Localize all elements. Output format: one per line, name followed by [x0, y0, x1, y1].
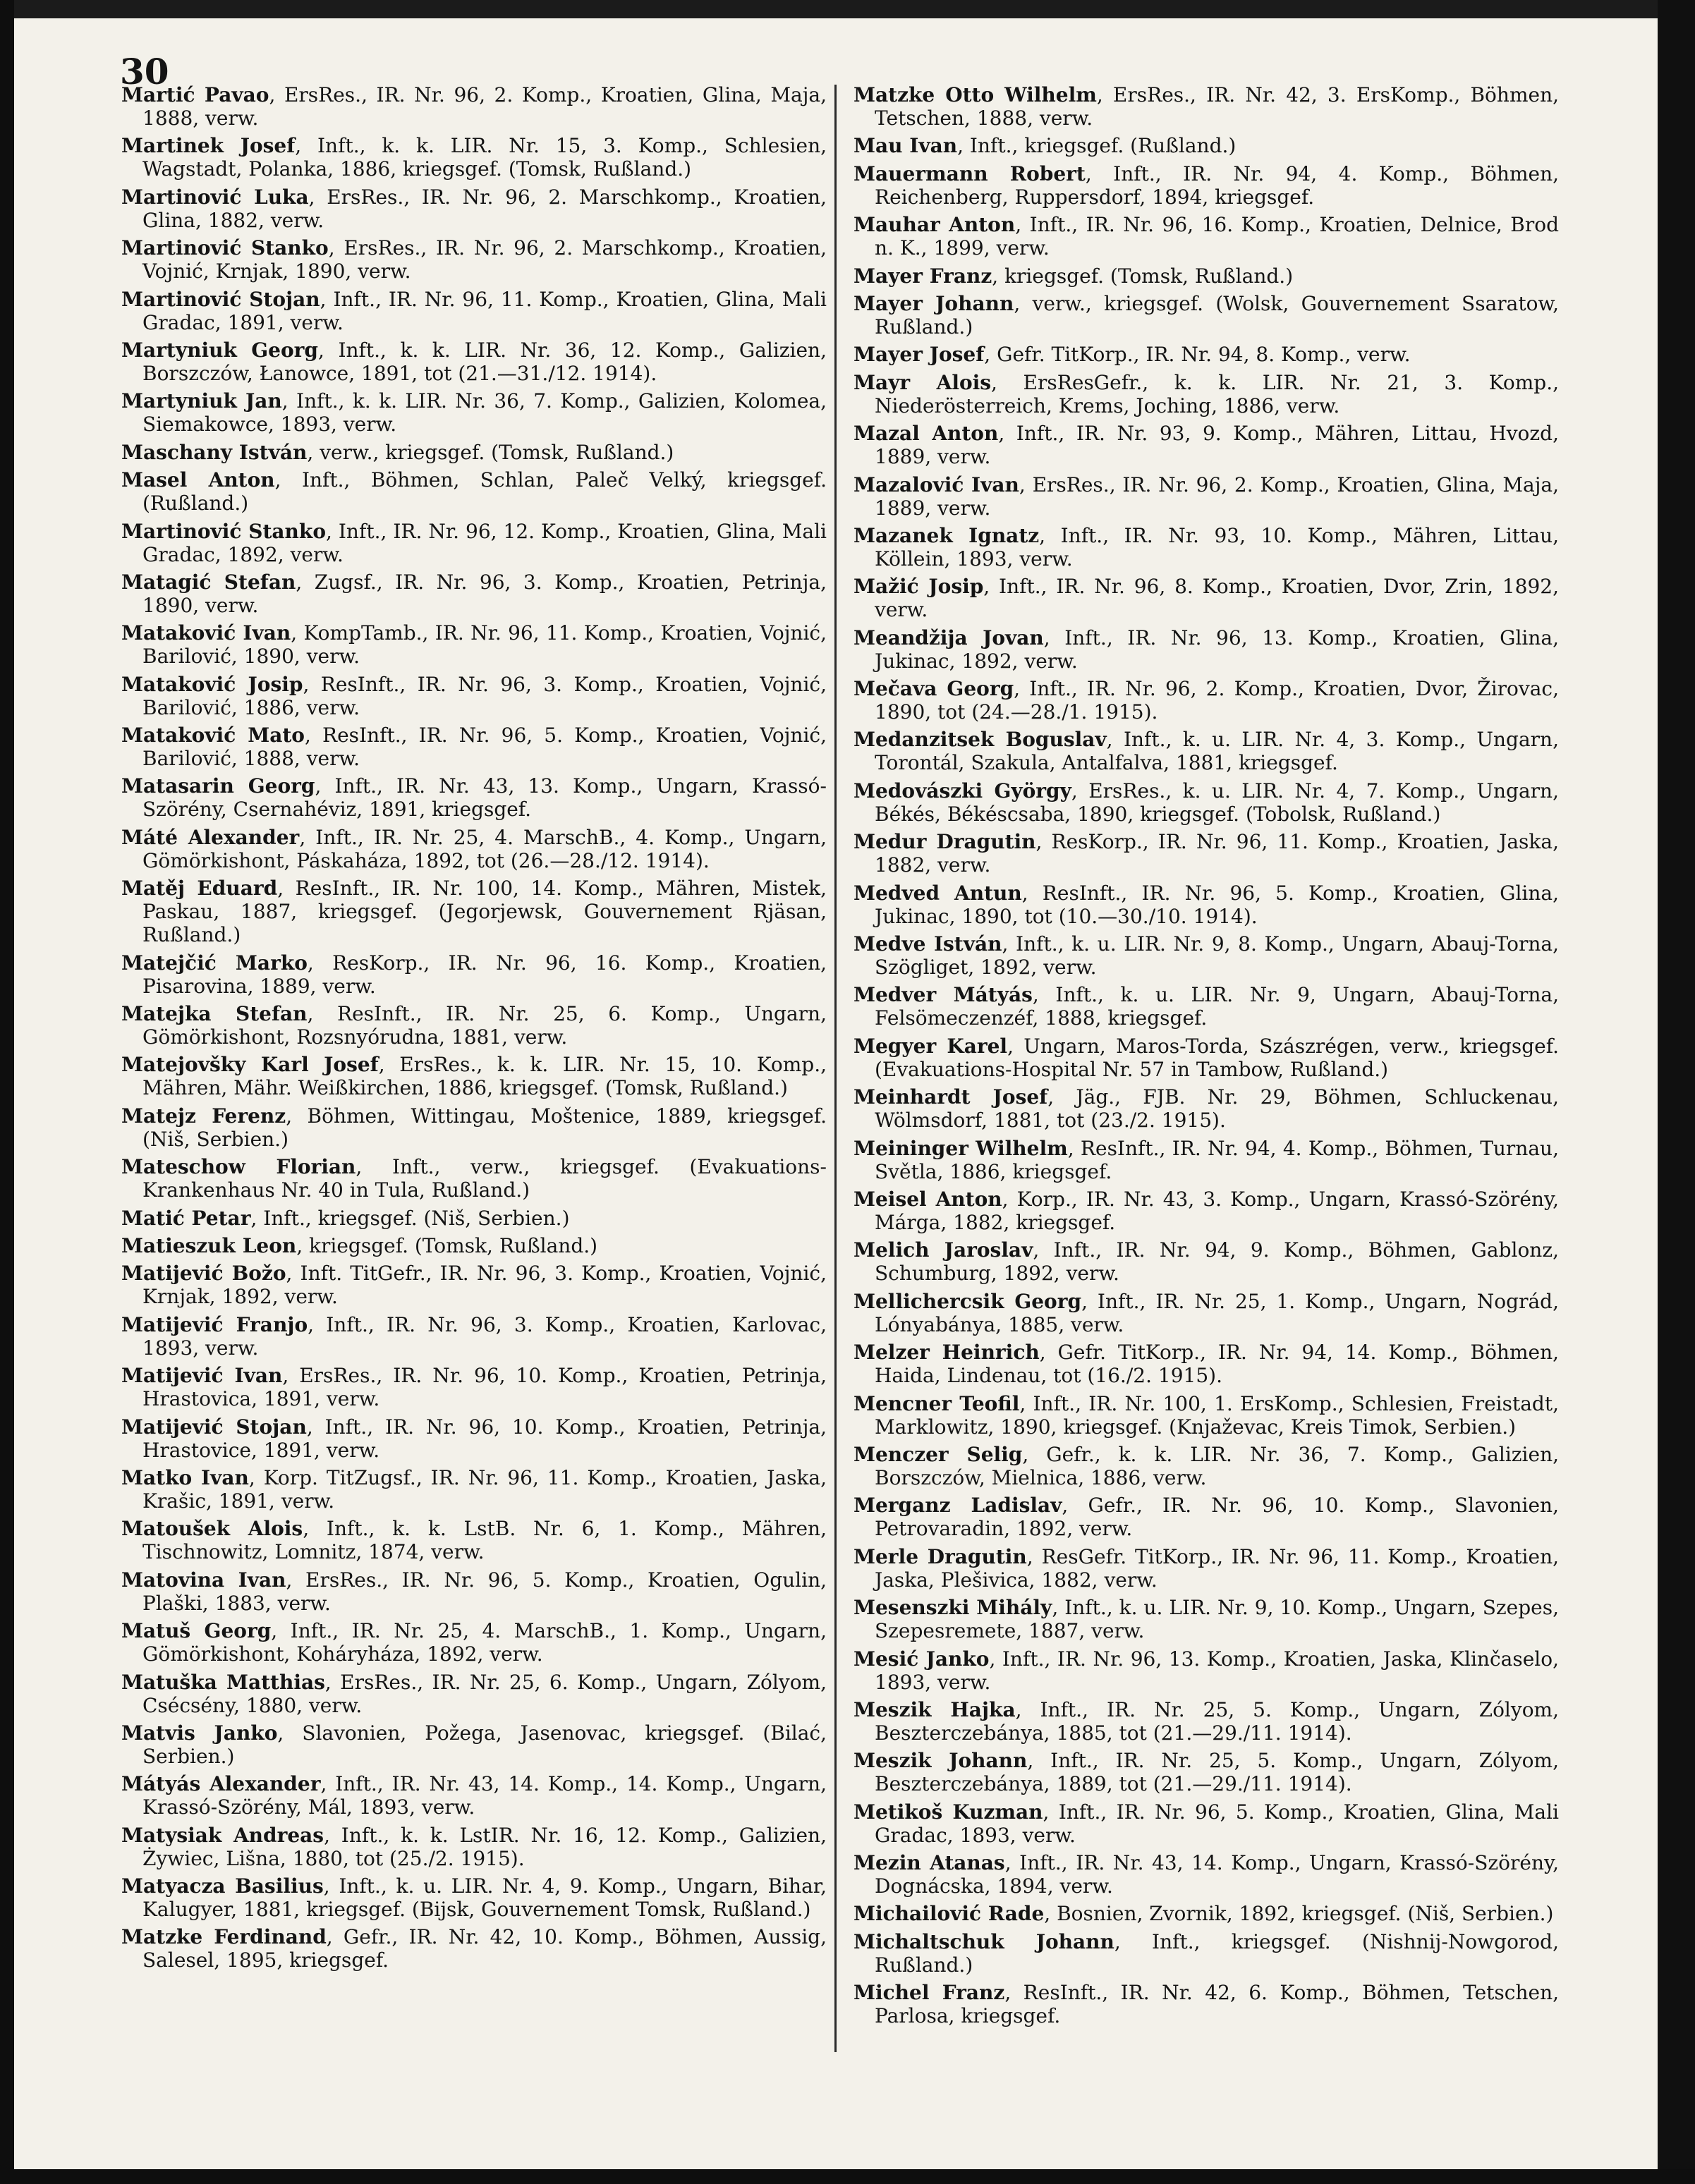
entry-details: , Inft., k. u. LIR. Nr. 4, 3. Komp., Ungarn, Torontál, Szakula, Antalfalva, 1881, kriegsgef.	[875, 728, 1559, 775]
list-item	[121, 1568, 827, 1615]
list-item	[853, 1851, 1559, 1898]
list-item	[853, 292, 1559, 338]
surname: Matzke Ferdinand	[121, 1925, 327, 1949]
entry-details: , Inft., kriegsgef. (Rußland.)	[957, 134, 1237, 158]
surname: Mataković Ivan	[121, 621, 291, 645]
entry-details: , Korp. TitZugsf., IR. Nr. 96, 11. Komp., Kroatien, Jaska, Krašic, 1891, verw.	[142, 1465, 827, 1513]
scan-right-edge	[1658, 0, 1695, 2184]
surname: Mazal Anton	[853, 422, 999, 446]
surname: Meandžija Jovan	[853, 626, 1044, 649]
list-item	[853, 1930, 1559, 1977]
surname: Mauhar Anton	[853, 213, 1016, 237]
entry-details: , Korp., IR. Nr. 43, 3. Komp., Ungarn, Krassó-Szörény, Márga, 1882, kriegsgef.	[875, 1187, 1559, 1234]
entry-details: , Inft., IR. Nr. 43, 13. Komp., Ungarn, Krassó-Szörény, Csernahéviz, 1891, kriegsgef.	[142, 774, 827, 822]
entry-details: , Inft., k. k. LIR. Nr. 36, 7. Komp., Galizien, Kolomea, Siemakowce, 1893, verw.	[142, 389, 827, 437]
entry-details: , Inft., IR. Nr. 25, 5. Komp., Ungarn, Zólyom, Beszterczebánya, 1885, tot (21.—29./11. 1914).	[875, 1697, 1560, 1745]
list-item	[121, 441, 827, 464]
list-item	[121, 1234, 827, 1257]
entry-details: , ErsRes., IR. Nr. 96, 5. Komp., Kroatien, Ogulin, Plaški, 1883, verw.	[142, 1568, 827, 1615]
list-item	[121, 1671, 827, 1717]
entry-details: , ErsRes., IR. Nr. 96, 10. Komp., Kroatien, Petrinja, Hrastovica, 1891, verw.	[142, 1364, 827, 1411]
list-item	[121, 1415, 827, 1462]
list-item	[853, 1085, 1559, 1132]
entry-details: , Inft., IR. Nr. 96, 3. Komp., Kroatien, Karlovac, 1893, verw.	[142, 1312, 827, 1360]
list-item	[121, 288, 827, 334]
surname: Mečava Georg	[853, 677, 1014, 701]
entry-details: , Inft., IR. Nr. 25, 1. Komp., Ungarn, Nográd, Lónyabánya, 1885, verw.	[875, 1289, 1559, 1336]
list-item	[121, 1874, 827, 1921]
surname: Meszik Johann	[853, 1749, 1028, 1773]
entry-details: , Böhmen, Wittingau, Moštenice, 1889, kriegsgef. (Niš, Serbien.)	[142, 1104, 827, 1151]
entry-details: , verw., kriegsgef. (Tomsk, Rußland.)	[307, 440, 674, 464]
surname: Menczer Selig	[853, 1442, 1023, 1466]
entry-details: , Inft., IR. Nr. 96, 10. Komp., Kroatien, Petrinja, Hrastovice, 1891, verw.	[142, 1415, 827, 1462]
list-item	[853, 264, 1559, 288]
list-item	[121, 1262, 827, 1308]
entry-details: , Inft., IR. Nr. 43, 14. Komp., Ungarn, Krassó-Szörény, Dognácska, 1894, verw.	[875, 1851, 1560, 1898]
list-item	[121, 826, 827, 872]
surname: Martinović Luka	[121, 185, 309, 209]
list-item	[121, 1517, 827, 1563]
list-item	[121, 338, 827, 385]
entry-details: , Inft., k. k. LIR. Nr. 36, 12. Komp., Galizien, Borszczów, Łanowce, 1891, tot (21.—31./12. 1914).	[142, 338, 827, 385]
surname: Matasarin Georg	[121, 774, 315, 798]
entry-details: , Slavonien, Požega, Jasenovac, kriegsgef. (Bilać, Serbien.)	[142, 1721, 827, 1768]
list-item	[121, 1466, 827, 1513]
surname: Matejz Ferenz	[121, 1104, 286, 1128]
surname: Mellichercsik Georg	[853, 1289, 1082, 1313]
entry-details: , Jäg., FJB. Nr. 29, Böhmen, Schluckenau, Wölmsdorf, 1881, tot (23./2. 1915).	[875, 1085, 1559, 1133]
surname: Martinović Stanko	[121, 236, 329, 260]
entry-details: , Inft., IR. Nr. 96, 11. Komp., Kroatien, Glina, Mali Gradac, 1891, verw.	[142, 287, 827, 334]
entry-details: , Gefr., IR. Nr. 42, 10. Komp., Böhmen, Aussig, Salesel, 1895, kriegsgef.	[142, 1925, 827, 1972]
list-item	[853, 134, 1559, 157]
scan-bottom-edge	[0, 2169, 1695, 2184]
list-item	[121, 951, 827, 998]
surname: Mayer Johann	[853, 291, 1014, 315]
entry-details: , ResKorp., IR. Nr. 96, 16. Komp., Kroatien, Pisarovina, 1889, verw.	[142, 951, 827, 998]
entry-details: , Inft., kriegsgef. (Nishnij-Nowgorod, Rußland.)	[875, 1929, 1559, 1977]
list-item	[853, 1596, 1559, 1642]
surname: Medovászki György	[853, 779, 1071, 803]
entry-details: , ResKorp., IR. Nr. 96, 11. Komp., Kroatien, Jaska, 1882, verw.	[875, 830, 1559, 877]
surname: Medanzitsek Boguslav	[853, 728, 1107, 752]
entry-details: , Ungarn, Maros-Torda, Szászrégen, verw., kriegsgef. (Evakuations-Hospital Nr. 57 in Tambow, Rußland.)	[875, 1034, 1560, 1081]
list-item	[121, 1925, 827, 1972]
entry-details: , Inft., k. u. LIR. Nr. 4, 9. Komp., Ungarn, Bihar, Kalugyer, 1881, kriegsgef. (Bijsk, Gouvernement Tomsk, Rußland.)	[142, 1874, 827, 1922]
list-item	[853, 1800, 1559, 1847]
list-item	[853, 473, 1559, 520]
scan-left-edge	[0, 0, 14, 2184]
list-item	[853, 343, 1559, 366]
list-item	[853, 1290, 1559, 1336]
list-item	[121, 520, 827, 566]
surname: Mazalović Ivan	[853, 472, 1019, 496]
list-item	[121, 1155, 827, 1202]
list-item	[853, 422, 1559, 468]
list-item	[853, 1238, 1559, 1285]
list-item	[853, 83, 1559, 130]
surname: Matyacza Basilius	[121, 1874, 324, 1898]
entry-details: , Inft., IR. Nr. 93, 10. Komp., Mähren, Littau, Köllein, 1893, verw.	[875, 523, 1559, 571]
list-item	[121, 877, 827, 946]
list-item	[853, 1341, 1559, 1387]
surname: Michaltschuk Johann	[853, 1929, 1114, 1953]
entry-details: , Gefr. TitKorp., IR. Nr. 94, 8. Komp., verw.	[984, 343, 1411, 367]
list-item	[853, 1188, 1559, 1234]
surname: Mau Ivan	[853, 134, 958, 158]
surname: Matagić Stefan	[121, 570, 296, 594]
list-item	[121, 468, 827, 515]
list-item	[853, 1749, 1559, 1795]
surname: Matěj Eduard	[121, 877, 278, 901]
list-item	[853, 1647, 1559, 1694]
list-item	[853, 1035, 1559, 1081]
list-item	[853, 983, 1559, 1030]
entry-details: , ResInft., IR. Nr. 42, 6. Komp., Böhmen, Tetschen, Parlosa, kriegsgef.	[875, 1981, 1559, 2028]
list-item	[853, 779, 1559, 826]
list-item	[121, 236, 827, 283]
list-item	[853, 677, 1559, 724]
list-item	[121, 1104, 827, 1151]
list-item	[121, 1824, 827, 1870]
right-column	[853, 83, 1559, 2027]
surname: Mayer Josef	[853, 343, 985, 367]
entry-details: , Inft., IR. Nr. 93, 9. Komp., Mähren, Littau, Hvozd, 1889, verw.	[875, 422, 1559, 469]
entry-details: , ErsRes., IR. Nr. 96, 2. Komp., Kroatien, Glina, Maja, 1889, verw.	[875, 472, 1560, 520]
surname: Mažić Josip	[853, 575, 984, 599]
list-item	[853, 1545, 1559, 1592]
surname: Masel Anton	[121, 468, 275, 492]
list-item	[121, 1721, 827, 1768]
list-item	[121, 1364, 827, 1410]
entry-details: , Gefr., k. k. LIR. Nr. 36, 7. Komp., Galizien, Borszczów, Mielnica, 1886, verw.	[875, 1442, 1560, 1489]
surname: Matzke Otto Wilhelm	[853, 83, 1097, 106]
surname: Matejovšky Karl Josef	[121, 1053, 379, 1077]
entry-details: , ErsRes., IR. Nr. 42, 3. ErsKomp., Böhmen, Tetschen, 1888, verw.	[875, 83, 1560, 130]
surname: Martinović Stojan	[121, 287, 320, 311]
list-item	[853, 1902, 1559, 1925]
entry-details: , ErsRes., k. k. LIR. Nr. 15, 10. Komp., Mähren, Mähr. Weißkirchen, 1886, kriegsgef. (Tomsk, Rußland.)	[142, 1053, 827, 1100]
list-item	[853, 1981, 1559, 2027]
surname: Metikoš Kuzman	[853, 1800, 1043, 1824]
surname: Martinović Stanko	[121, 519, 326, 543]
list-item	[853, 1494, 1559, 1540]
surname: Martyniuk Georg	[121, 338, 318, 362]
entry-details: , Inft., IR. Nr. 96, 12. Komp., Kroatien, Glina, Mali Gradac, 1892, verw.	[142, 519, 827, 566]
surname: Meisel Anton	[853, 1187, 1002, 1211]
entry-details: , Inft., IR. Nr. 96, 13. Komp., Kroatien, Glina, Jukinac, 1892, verw.	[875, 626, 1560, 673]
entry-details: , Inft., IR. Nr. 43, 14. Komp., 14. Komp., Ungarn, Krassó-Szörény, Mál, 1893, verw.	[142, 1772, 827, 1819]
list-item	[121, 673, 827, 719]
entry-details: , ResInft., IR. Nr. 100, 14. Komp., Mähren, Mistek, Paskau, 1887, kriegsgef. (Jegorjewsk, Gouvernement Rjäsan, Rußland.)	[142, 877, 827, 947]
list-item	[853, 1443, 1559, 1489]
entry-details: , ResInft., IR. Nr. 25, 6. Komp., Ungarn, Gömörkishont, Rozsnyórudna, 1881, verw.	[142, 1002, 827, 1049]
entry-details: , ErsResGefr., k. k. LIR. Nr. 21, 3. Komp., Niederösterreich, Krems, Joching, 1886, verw.	[875, 370, 1559, 417]
entry-details: , ResInft., IR. Nr. 96, 5. Komp., Kroatien, Vojnić, Barilović, 1888, verw.	[142, 724, 827, 771]
surname: Meininger Wilhelm	[853, 1136, 1068, 1160]
entry-details: , Inft. TitGefr., IR. Nr. 96, 3. Komp., Kroatien, Vojnić, Krnjak, 1892, verw.	[142, 1262, 827, 1309]
surname: Meszik Hajka	[853, 1697, 1016, 1721]
entry-details: , Inft., IR. Nr. 96, 5. Komp., Kroatien, Glina, Mali Gradac, 1893, verw.	[875, 1800, 1559, 1847]
entry-details: , Inft., IR. Nr. 94, 4. Komp., Böhmen, Reichenberg, Ruppersdorf, 1894, kriegsgef.	[875, 161, 1559, 209]
entry-details: , Gefr., IR. Nr. 96, 10. Komp., Slavonien, Petrovaradin, 1892, verw.	[875, 1494, 1559, 1541]
entry-details: , verw., kriegsgef. (Wolsk, Gouvernement Ssaratow, Rußland.)	[875, 291, 1559, 338]
entry-details: , Inft., IR. Nr. 96, 16. Komp., Kroatien, Delnice, Brod n. K., 1899, verw.	[875, 213, 1559, 260]
list-item	[853, 728, 1559, 774]
entry-details: , Zugsf., IR. Nr. 96, 3. Komp., Kroatien, Petrinja, 1890, verw.	[142, 570, 827, 617]
list-item	[853, 1137, 1559, 1183]
surname: Medved Antun	[853, 881, 1022, 905]
surname: Mazanek Ignatz	[853, 523, 1040, 547]
surname: Matko Ivan	[121, 1465, 249, 1489]
list-item	[853, 371, 1559, 417]
surname: Matysiak Andreas	[121, 1823, 324, 1847]
surname: Melzer Heinrich	[853, 1341, 1040, 1365]
surname: Meinhardt Josef	[853, 1085, 1048, 1109]
list-item	[121, 1772, 827, 1819]
entry-details: , ResInft., IR. Nr. 94, 4. Komp., Böhmen, Turnau, Světla, 1886, kriegsgef.	[875, 1136, 1559, 1183]
entry-details: , Inft., k. k. LstIR. Nr. 16, 12. Komp., Galizien, Żywiec, Lišna, 1880, tot (25./2. 1915).	[142, 1823, 827, 1870]
list-item	[121, 724, 827, 770]
entry-details: , Inft., IR. Nr. 96, 2. Komp., Kroatien, Dvor, Žirovac, 1890, tot (24.—28./1. 1915).	[875, 677, 1560, 724]
entry-details: , ResInft., IR. Nr. 96, 3. Komp., Kroatien, Vojnić, Barilović, 1886, verw.	[142, 672, 827, 719]
entry-details: , ResInft., IR. Nr. 96, 5. Komp., Kroatien, Glina, Jukinac, 1890, tot (10.—30./10. 1914).	[875, 881, 1559, 928]
entry-details: , Inft., k. u. LIR. Nr. 9, 10. Komp., Ungarn, Szepes, Szepesremete, 1887, verw.	[875, 1596, 1560, 1643]
surname: Mataković Josip	[121, 672, 303, 696]
surname: Martić Pavao	[121, 83, 269, 106]
surname: Matijević Stojan	[121, 1415, 307, 1439]
list-item	[853, 162, 1559, 209]
entry-details: , Inft., IR. Nr. 96, 8. Komp., Kroatien, Dvor, Zrin, 1892, verw.	[875, 575, 1559, 622]
surname: Mauermann Robert	[853, 161, 1086, 185]
surname: Medur Dragutin	[853, 830, 1036, 854]
surname: Medver Mátyás	[853, 983, 1033, 1007]
entry-details: , kriegsgef. (Tomsk, Rußland.)	[992, 264, 1294, 288]
surname: Matijević Franjo	[121, 1312, 308, 1336]
list-item	[121, 1313, 827, 1360]
entry-details: , ErsRes., IR. Nr. 25, 6. Komp., Ungarn, Zólyom, Csécsény, 1880, verw.	[142, 1670, 827, 1717]
surname: Merle Dragutin	[853, 1544, 1027, 1568]
list-item	[853, 1392, 1559, 1439]
surname: Mateschow Florian	[121, 1155, 356, 1179]
list-item	[121, 774, 827, 821]
entry-details: , KompTamb., IR. Nr. 96, 11. Komp., Kroatien, Vojnić, Barilović, 1890, verw.	[142, 621, 827, 669]
surname: Máté Alexander	[121, 825, 300, 849]
surname: Matijević Ivan	[121, 1364, 283, 1388]
list-item	[121, 1207, 827, 1230]
entry-details: , Inft., k. u. LIR. Nr. 9, 8. Komp., Ungarn, Abauj-Torna, Szögliget, 1892, verw.	[875, 932, 1559, 980]
list-item	[853, 626, 1559, 673]
entry-details: , ErsRes., IR. Nr. 96, 2. Komp., Kroatien, Glina, Maja, 1888, verw.	[142, 83, 827, 130]
list-item	[853, 830, 1559, 877]
surname: Maschany István	[121, 440, 308, 464]
surname: Matovina Ivan	[121, 1568, 286, 1592]
entry-details: , Inft., kriegsgef. (Niš, Serbien.)	[250, 1206, 570, 1230]
surname: Merganz Ladislav	[853, 1494, 1062, 1518]
surname: Matejka Stefan	[121, 1002, 308, 1026]
surname: Matić Petar	[121, 1206, 251, 1230]
list-item	[121, 571, 827, 617]
surname: Matieszuk Leon	[121, 1233, 297, 1257]
entry-details: , ErsRes., IR. Nr. 96, 2. Marschkomp., Kroatien, Vojnić, Krnjak, 1890, verw.	[142, 236, 827, 283]
surname: Michailović Rade	[853, 1902, 1045, 1926]
surname: Martinek Josef	[121, 134, 296, 158]
entry-details: , ErsRes., k. u. LIR. Nr. 4, 7. Komp., Ungarn, Békés, Békéscsaba, 1890, kriegsgef. (Tobolsk, Rußland.)	[875, 779, 1559, 826]
entry-details: , Inft., k. k. LstB. Nr. 6, 1. Komp., Mähren, Tischnowitz, Lomnitz, 1874, verw.	[142, 1517, 827, 1564]
list-item	[121, 1002, 827, 1049]
list-item	[853, 881, 1559, 928]
entry-details: , Gefr. TitKorp., IR. Nr. 94, 14. Komp., Böhmen, Haida, Lindenau, tot (16./2. 1915).	[875, 1341, 1560, 1388]
surname: Matuš Georg	[121, 1619, 272, 1643]
list-item	[121, 389, 827, 436]
list-item	[121, 621, 827, 668]
surname: Mesenszki Mihály	[853, 1596, 1052, 1620]
entry-details: , Inft., verw., kriegsgef. (Evakuations-Krankenhaus Nr. 40 in Tula, Rußland.)	[142, 1155, 827, 1202]
surname: Matoušek Alois	[121, 1517, 303, 1541]
left-column	[121, 83, 827, 1972]
surname: Matijević Božo	[121, 1262, 286, 1286]
list-item	[853, 932, 1559, 979]
page-number: 30	[120, 51, 169, 92]
entry-details: , kriegsgef. (Tomsk, Rußland.)	[296, 1233, 598, 1257]
entry-details: , ErsRes., IR. Nr. 96, 2. Marschkomp., Kroatien, Glina, 1882, verw.	[142, 185, 827, 232]
surname: Mátyás Alexander	[121, 1772, 321, 1796]
list-item	[121, 1619, 827, 1666]
entry-details: , Inft., IR. Nr. 25, 5. Komp., Ungarn, Zólyom, Beszterczebánya, 1889, tot (21.—29./11. 1914).	[875, 1749, 1559, 1796]
surname: Mezin Atanas	[853, 1851, 1005, 1875]
surname: Matejčić Marko	[121, 951, 308, 975]
surname: Melich Jaroslav	[853, 1238, 1033, 1262]
entry-details: , Inft., IR. Nr. 100, 1. ErsKomp., Schlesien, Freistadt, Marklowitz, 1890, kriegsgef. (Knjaževac, Kreis Timok, Serbien.)	[875, 1391, 1559, 1439]
entry-details: , Inft., Böhmen, Schlan, Paleč Velký, kriegsgef. (Rußland.)	[142, 468, 827, 516]
entry-details: , Inft., IR. Nr. 25, 4. MarschB., 4. Komp., Ungarn, Gömörkishont, Páskaháza, 1892, tot (26.—28./12. 1914).	[142, 825, 827, 872]
surname: Megyer Karel	[853, 1034, 1008, 1058]
list-item	[121, 134, 827, 181]
surname: Mesić Janko	[853, 1647, 990, 1671]
list-item	[121, 83, 827, 130]
entry-details: , Inft., k. k. LIR. Nr. 15, 3. Komp., Schlesien, Wagstadt, Polanka, 1886, kriegsgef. (Tomsk, Rußland.)	[142, 134, 827, 181]
list-item	[121, 185, 827, 232]
entry-details: , Inft., IR. Nr. 94, 9. Komp., Böhmen, Gablonz, Schumburg, 1892, verw.	[875, 1238, 1559, 1286]
entry-details: , Inft., IR. Nr. 96, 13. Komp., Kroatien, Jaska, Klinčaselo, 1893, verw.	[875, 1647, 1559, 1694]
entry-details: , Inft., k. u. LIR. Nr. 9, Ungarn, Abauj-Torna, Felsömeczenzéf, 1888, kriegsgef.	[875, 983, 1559, 1030]
column-divider	[834, 85, 837, 2052]
surname: Mayer Franz	[853, 264, 992, 288]
surname: Mayr Alois	[853, 370, 992, 394]
entry-details: , Bosnien, Zvornik, 1892, kriegsgef. (Niš, Serbien.)	[1044, 1902, 1554, 1926]
surname: Martyniuk Jan	[121, 389, 282, 413]
surname: Medve István	[853, 932, 1002, 956]
list-item	[853, 1698, 1559, 1745]
surname: Matvis Janko	[121, 1721, 278, 1745]
list-item	[853, 575, 1559, 621]
surname: Mataković Mato	[121, 724, 305, 748]
entry-details: , Inft., IR. Nr. 25, 4. MarschB., 1. Komp., Ungarn, Gömörkishont, Koháryháza, 1892, verw.	[142, 1619, 827, 1666]
surname: Mencner Teofil	[853, 1391, 1020, 1415]
list-item	[121, 1053, 827, 1099]
entry-details: , ResGefr. TitKorp., IR. Nr. 96, 11. Komp., Kroatien, Jaska, Plešivica, 1882, verw.	[875, 1544, 1559, 1592]
surname: Matuška Matthias	[121, 1670, 325, 1694]
list-item	[853, 213, 1559, 260]
surname: Michel Franz	[853, 1981, 1005, 2005]
list-item	[853, 524, 1559, 571]
